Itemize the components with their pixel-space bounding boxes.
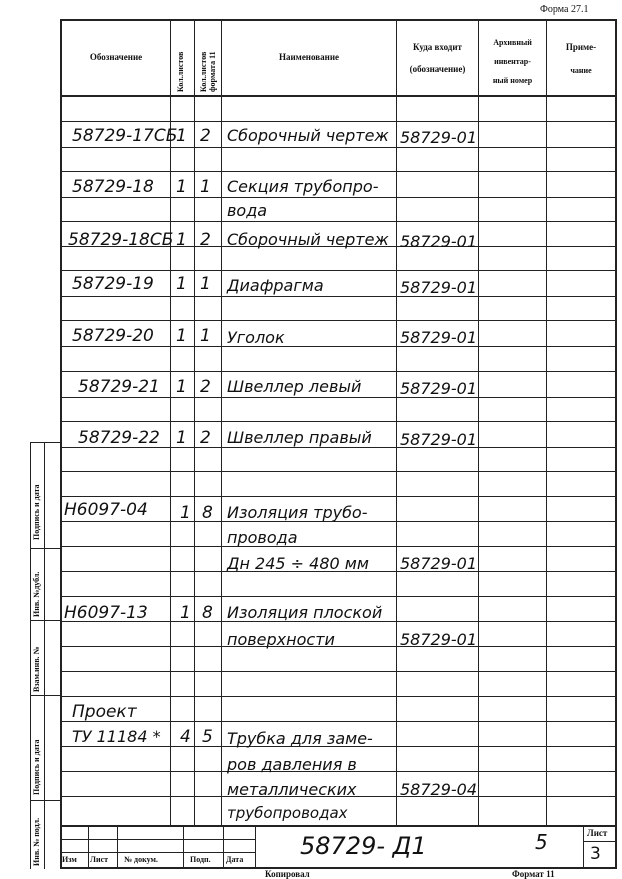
side-label-vzam-inv: Взам.инв. № — [32, 646, 41, 692]
row-8-used-in: 58729-01 — [400, 430, 478, 449]
row-1-name: Сборочный чертеж — [227, 126, 389, 145]
header-archive-line1: Архивный — [493, 38, 532, 47]
row-4-sheets: 1 — [176, 230, 187, 250]
stamp-podp: Подп. — [190, 855, 211, 864]
row-1-sheets: 1 — [176, 126, 187, 146]
row-5-used-in: 58729-01 — [400, 278, 478, 297]
row-2-name: Секция трубопро- — [227, 177, 379, 196]
row-9-designation: Н6097-04 — [64, 500, 148, 520]
row-7-sheets: 1 — [176, 377, 187, 397]
header-name: Наименование — [279, 52, 339, 62]
header-note-line2: чание — [570, 66, 592, 75]
row-rule-line — [61, 596, 616, 597]
row-rule-line — [61, 121, 616, 122]
stamp-data: Дата — [226, 855, 244, 864]
row-13-used-in: 58729-01 — [400, 630, 478, 649]
row-rule-line — [61, 646, 616, 647]
row-9-name: Изоляция трубо- — [227, 503, 368, 522]
row-rule-line — [61, 320, 616, 321]
row-rule-line — [61, 197, 616, 198]
stamp-v-1 — [88, 825, 89, 869]
col-line-5 — [478, 19, 479, 825]
row-18-name: трубопроводах — [227, 804, 348, 822]
row-4-designation: 58729-18СБ — [68, 230, 174, 250]
side-div-1 — [30, 548, 61, 549]
side-strip-outer — [30, 442, 31, 869]
row-rule-line — [61, 671, 616, 672]
stamp-top-line — [60, 825, 617, 827]
row-11-used-in: 58729-01 — [400, 554, 478, 573]
row-1-format: 2 — [200, 126, 211, 146]
row-rule-line — [61, 546, 616, 547]
row-1-used-in: 58729-01 — [400, 128, 478, 147]
row-2-sheets: 1 — [176, 177, 187, 197]
row-6-used-in: 58729-01 — [400, 328, 478, 347]
row-15-name: Трубка для заме- — [227, 729, 373, 748]
row-16-name: ров давления в — [227, 755, 357, 774]
row-15-format: 5 — [202, 727, 213, 747]
stamp-doc-no: № докум. — [124, 855, 158, 864]
row-12-name: Изоляция плоской — [227, 603, 383, 622]
row-5-format: 1 — [200, 274, 211, 294]
stamp-list: Лист — [90, 855, 109, 864]
col-line-3 — [221, 19, 222, 825]
side-div-2 — [30, 620, 61, 621]
stamp-row-line-1 — [60, 839, 255, 840]
row-rule-line — [61, 696, 616, 697]
row-rule-line — [61, 147, 616, 148]
col-line-6 — [546, 19, 547, 825]
row-2-format: 1 — [200, 177, 211, 197]
row-6-name: Уголок — [227, 328, 285, 347]
row-rule-line — [61, 171, 616, 172]
row-15-designation: ТУ 11184 * — [72, 727, 161, 746]
side-div-4 — [30, 800, 61, 801]
form-label: Форма 27.1 — [540, 4, 589, 15]
row-7-name: Швеллер левый — [227, 377, 362, 396]
stamp-v-5 — [255, 825, 256, 869]
row-17-used-in: 58729-04 — [400, 780, 478, 799]
row-11-name: Дн 245 ÷ 480 мм — [227, 554, 369, 573]
stamp-v-2 — [117, 825, 118, 869]
row-2-designation: 58729-18 — [72, 177, 154, 197]
row-6-sheets: 1 — [176, 326, 187, 346]
row-12-designation: Н6097-13 — [64, 603, 148, 623]
side-label-inv-podl: Инв. № подл. — [32, 817, 41, 866]
side-label-signature-date-bottom: Подпись и дата — [32, 739, 41, 795]
row-5-sheets: 1 — [176, 274, 187, 294]
stamp-sheet-number: 3 — [590, 844, 601, 864]
row-8-format: 2 — [200, 428, 211, 448]
stamp-document-number: 58729- Д1 — [300, 832, 427, 860]
stamp-v-3 — [183, 825, 184, 869]
stamp-v-6 — [583, 825, 584, 869]
row-5-designation: 58729-19 — [72, 274, 154, 294]
header-designation: Обозначение — [89, 52, 143, 62]
row-8-sheets: 1 — [176, 428, 187, 448]
header-sheet-count: Кол.листов — [176, 51, 185, 92]
row-4-name: Сборочный чертеж — [227, 230, 389, 249]
frame-top — [60, 19, 617, 21]
row-7-used-in: 58729-01 — [400, 379, 478, 398]
footer-format: Формат 11 — [512, 869, 555, 879]
row-7-format: 2 — [200, 377, 211, 397]
stamp-sheet-label: Лист — [587, 828, 608, 838]
row-3-name: вода — [227, 201, 268, 220]
row-10-name: провода — [227, 528, 298, 547]
header-bottom-line — [60, 95, 617, 97]
row-6-format: 1 — [200, 326, 211, 346]
col-line-4 — [396, 19, 397, 825]
row-rule-line — [61, 721, 616, 722]
stamp-row-line-2 — [60, 852, 255, 853]
stamp-v-4 — [223, 825, 224, 869]
row-8-designation: 58729-22 — [78, 428, 160, 448]
col-line-2 — [194, 19, 195, 825]
side-label-inv-dubl: Инв. №дубл. — [32, 571, 41, 617]
row-1-designation: 58729-17СБ — [72, 126, 178, 146]
row-4-format: 2 — [200, 230, 211, 250]
row-14-designation: Проект — [72, 702, 137, 722]
header-used-in-line2: (обозначение) — [409, 64, 466, 74]
side-strip-inner — [44, 442, 45, 869]
row-15-sheets: 4 — [180, 727, 191, 747]
row-rule-line — [61, 421, 616, 422]
row-6-designation: 58729-20 — [72, 326, 154, 346]
row-5-name: Диафрагма — [227, 276, 324, 295]
header-format-count: Кол.листов формата 11 — [199, 51, 217, 92]
footer-copied: Копировал — [265, 869, 310, 879]
header-note-line1: Приме- — [565, 42, 597, 52]
header-used-in-line1: Куда входит — [413, 42, 462, 52]
row-7-designation: 58729-21 — [78, 377, 160, 397]
stamp-sheet-line — [583, 841, 617, 842]
stamp-izm: Изм — [62, 855, 77, 864]
row-13-name: поверхности — [227, 630, 335, 649]
row-rule-line — [61, 397, 616, 398]
side-div-3 — [30, 695, 61, 696]
side-label-signature-date-top: Подпись и дата — [32, 484, 41, 540]
header-archive-line2: инвентар- — [494, 57, 531, 66]
row-rule-line — [61, 346, 616, 347]
row-12-sheets: 1 — [180, 603, 191, 623]
row-rule-line — [61, 496, 616, 497]
header-archive-line3: ный номер — [492, 76, 533, 85]
row-9-format: 8 — [202, 503, 213, 523]
row-17-name: металлических — [227, 780, 357, 799]
row-4-used-in: 58729-01 — [400, 232, 478, 251]
stamp-handwritten-sheet: 5 — [535, 830, 548, 854]
row-rule-line — [61, 221, 616, 222]
row-rule-line — [61, 270, 616, 271]
row-rule-line — [61, 371, 616, 372]
side-strip-top — [30, 442, 61, 443]
row-rule-line — [61, 296, 616, 297]
row-12-format: 8 — [202, 603, 213, 623]
row-rule-line — [61, 471, 616, 472]
row-8-name: Швеллер правый — [227, 428, 372, 447]
row-9-sheets: 1 — [180, 503, 191, 523]
